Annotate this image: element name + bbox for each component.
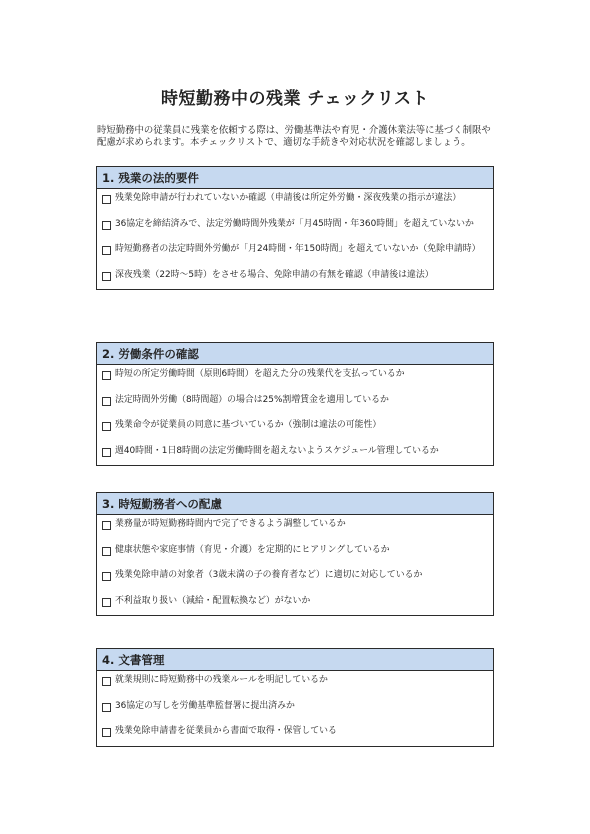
intro-text: 時短勤務中の従業員に残業を依頼する際は、労働基準法や育児・介護休業法等に基づく制限や配慮が求められます。本チェックリストで、適切な手続きや対応状況を確認しましょう。 <box>97 125 491 148</box>
checkbox[interactable] <box>102 547 111 556</box>
checklist-item <box>101 596 487 608</box>
checklist-item <box>101 519 487 531</box>
section-legal-requirements <box>96 166 494 290</box>
checkbox[interactable] <box>102 272 111 281</box>
page-title: 時短勤務中の残業 チェックリスト <box>160 89 430 109</box>
checklist-item <box>101 193 487 205</box>
checklist-item <box>101 369 487 381</box>
checkbox[interactable] <box>102 677 111 686</box>
checklist-item-text: 法定時間外労働（8時間超）の場合は25%割増賃金を適用しているか <box>115 394 389 405</box>
checkbox[interactable] <box>102 221 111 230</box>
checklist-item-text: 残業命令が従業員の同意に基づいているか（強制は違法の可能性） <box>115 420 382 430</box>
section-document-management <box>96 648 494 747</box>
checklist-item <box>101 726 487 738</box>
checklist-item <box>101 570 487 582</box>
checklist-item-text: 残業免除申請が行われていないか確認（申請後は所定外労働・深夜残業の指示が違法） <box>115 193 462 203</box>
checklist-item-text: 残業免除申請の対象者（3歳未満の子の養育者など）に適切に対応しているか <box>115 570 423 580</box>
checklist-item-text: 36協定の写しを労働基準監督署に提出済みか <box>115 700 295 711</box>
checkbox[interactable] <box>102 371 111 380</box>
checklist-item <box>101 675 487 687</box>
checklist-item-text: 36協定を締結済みで、法定労働時間外残業が「月45時間・年360時間」を超えていないか <box>115 218 474 229</box>
section-heading: 4. 文書管理 <box>97 649 493 671</box>
section-heading: 2. 労働条件の確認 <box>97 343 493 365</box>
checklist-item-text: 健康状態や家庭事情（育児・介護）を定期的にヒアリングしているか <box>115 544 390 555</box>
checklist-item <box>101 219 487 231</box>
section-working-conditions <box>96 342 494 466</box>
checklist-item-text: 時短の所定労働時間（原則6時間）を超えた分の残業代を支払っているか <box>115 369 405 379</box>
checklist-item-text: 週40時間・1日8時間の法定労働時間を超えないようスケジュール管理しているか <box>115 445 439 456</box>
checkbox[interactable] <box>102 728 111 737</box>
checkbox[interactable] <box>102 448 111 457</box>
checkbox[interactable] <box>102 703 111 712</box>
checklist-item <box>101 420 487 432</box>
checkbox[interactable] <box>102 195 111 204</box>
checklist-item <box>101 446 487 458</box>
checkbox[interactable] <box>102 572 111 581</box>
checklist-item-text: 深夜残業（22時～5時）をさせる場合、免除申請の有無を確認（申請後は違法） <box>115 269 434 280</box>
checklist-item <box>101 545 487 557</box>
checkbox[interactable] <box>102 246 111 255</box>
checklist-item-text: 時短勤務者の法定時間外労働が「月24時間・年150時間」を超えていないか（免除申請時） <box>115 244 481 254</box>
checkbox[interactable] <box>102 422 111 431</box>
checkbox[interactable] <box>102 397 111 406</box>
section-heading: 3. 時短勤務者への配慮 <box>97 493 493 515</box>
checklist-item <box>101 701 487 713</box>
checklist-item <box>101 395 487 407</box>
checklist-item-text: 就業規則に時短勤務中の残業ルールを明記しているか <box>115 675 328 685</box>
checklist-item <box>101 270 487 282</box>
section-heading: 1. 残業の法的要件 <box>97 167 493 189</box>
checklist-item <box>101 244 487 256</box>
checkbox[interactable] <box>102 521 111 530</box>
section-consideration <box>96 492 494 616</box>
checklist-item-text: 不利益取り扱い（減給・配置転換など）がないか <box>115 595 311 606</box>
checklist-item-text: 残業免除申請書を従業員から書面で取得・保管している <box>115 726 337 736</box>
checklist-item-text: 業務量が時短勤務時間内で完了できるよう調整しているか <box>115 519 346 529</box>
checkbox[interactable] <box>102 598 111 607</box>
